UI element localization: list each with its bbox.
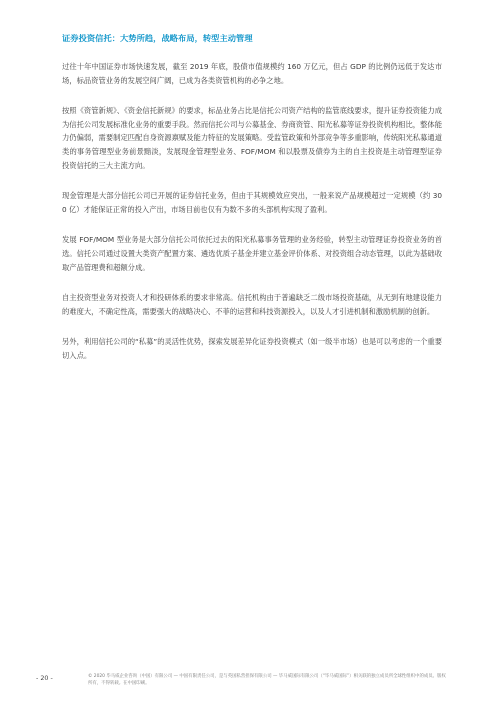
page-number: - 20 - [36,674,53,682]
page-footer [36,672,466,696]
paragraph-fof-mom: 发展 FOF/MOM 型业务是大部分信托公司依托过去的阳光私募事务管理的业务经验，转型主动管理证券投资业务的首选。信托公司通过设置大类资产配置方案、遴选优质子基金并建立基金评价体系、对投资组合动态管理，以此为基础收取产品管理费和超额分成。 [62,235,442,272]
paragraph-cash-management: 现金管理是大部分信托公司已开展的证券信托业务，但由于其规模效应突出，一般来说产品规模超过一定规模（约 300 亿）才能保证正常的投入产出，市场目前也仅有为数不多的头部机构实现了盈利。 [62,191,442,214]
article-body [62,32,442,363]
section-title: 证券投资信托：大势所趋，战略布局，转型主动管理 [62,33,253,43]
paragraph-market-overview: 过往十年中国证券市场快速发展，截至 2019 年底，股债市值规模约 160 万亿元，但占 GDP 的比例仍远低于发达市场，标品资管业务的发展空间广阔，已成为各类资管机构的必争之地。 [62,62,442,85]
paragraph-private-placement: 另外，利用信托公司的“私募”的灵活性优势，探索发展差异化证券投资模式（如一级半市场）也是可以考虑的一个重要切入点。 [62,337,442,360]
copyright-notice: © 2020 毕马威企业咨询（中国）有限公司 — 中国有限责任公司，是与英国私营担保有限公司 — 毕马威国际有限公司（“毕马威国际”）相关联的独立成员所全球性组织中的成员。版权所有，不得转载。在中国印刷。 [88,674,446,686]
paragraph-self-investment: 自主投资型业务对投资人才和投研体系的要求非常高。信托机构由于普遍缺乏二级市场投资基础，从无到有地建设能力的难度大，不确定性高，需要强大的战略决心、不菲的运营和科技资源投入，以及人才引进机制和激励机制的创新。 [62,293,442,316]
paragraph-regulatory-requirements: 按照《资管新规》、《资金信托新规》的要求，标品业务占比是信托公司资产结构的监管底线要求，提升证券投资能力成为信托公司发展标准化业务的重要手段。然而信托公司与公募基金、券商资管、阳光私募等证券投资机构相比，整体能力仍偏弱，需要制定匹配自身资源禀赋及能力特征的发展策略。受监管政策和外部竞争等多重影响，传统阳光私募通道类的事务管理型业务前景黯淡，发展现金管理型业务、FOF/MOM 和以股票及债券为主的自主投资是主动管理型证券投资信托的三大主流方向。 [62,106,442,170]
